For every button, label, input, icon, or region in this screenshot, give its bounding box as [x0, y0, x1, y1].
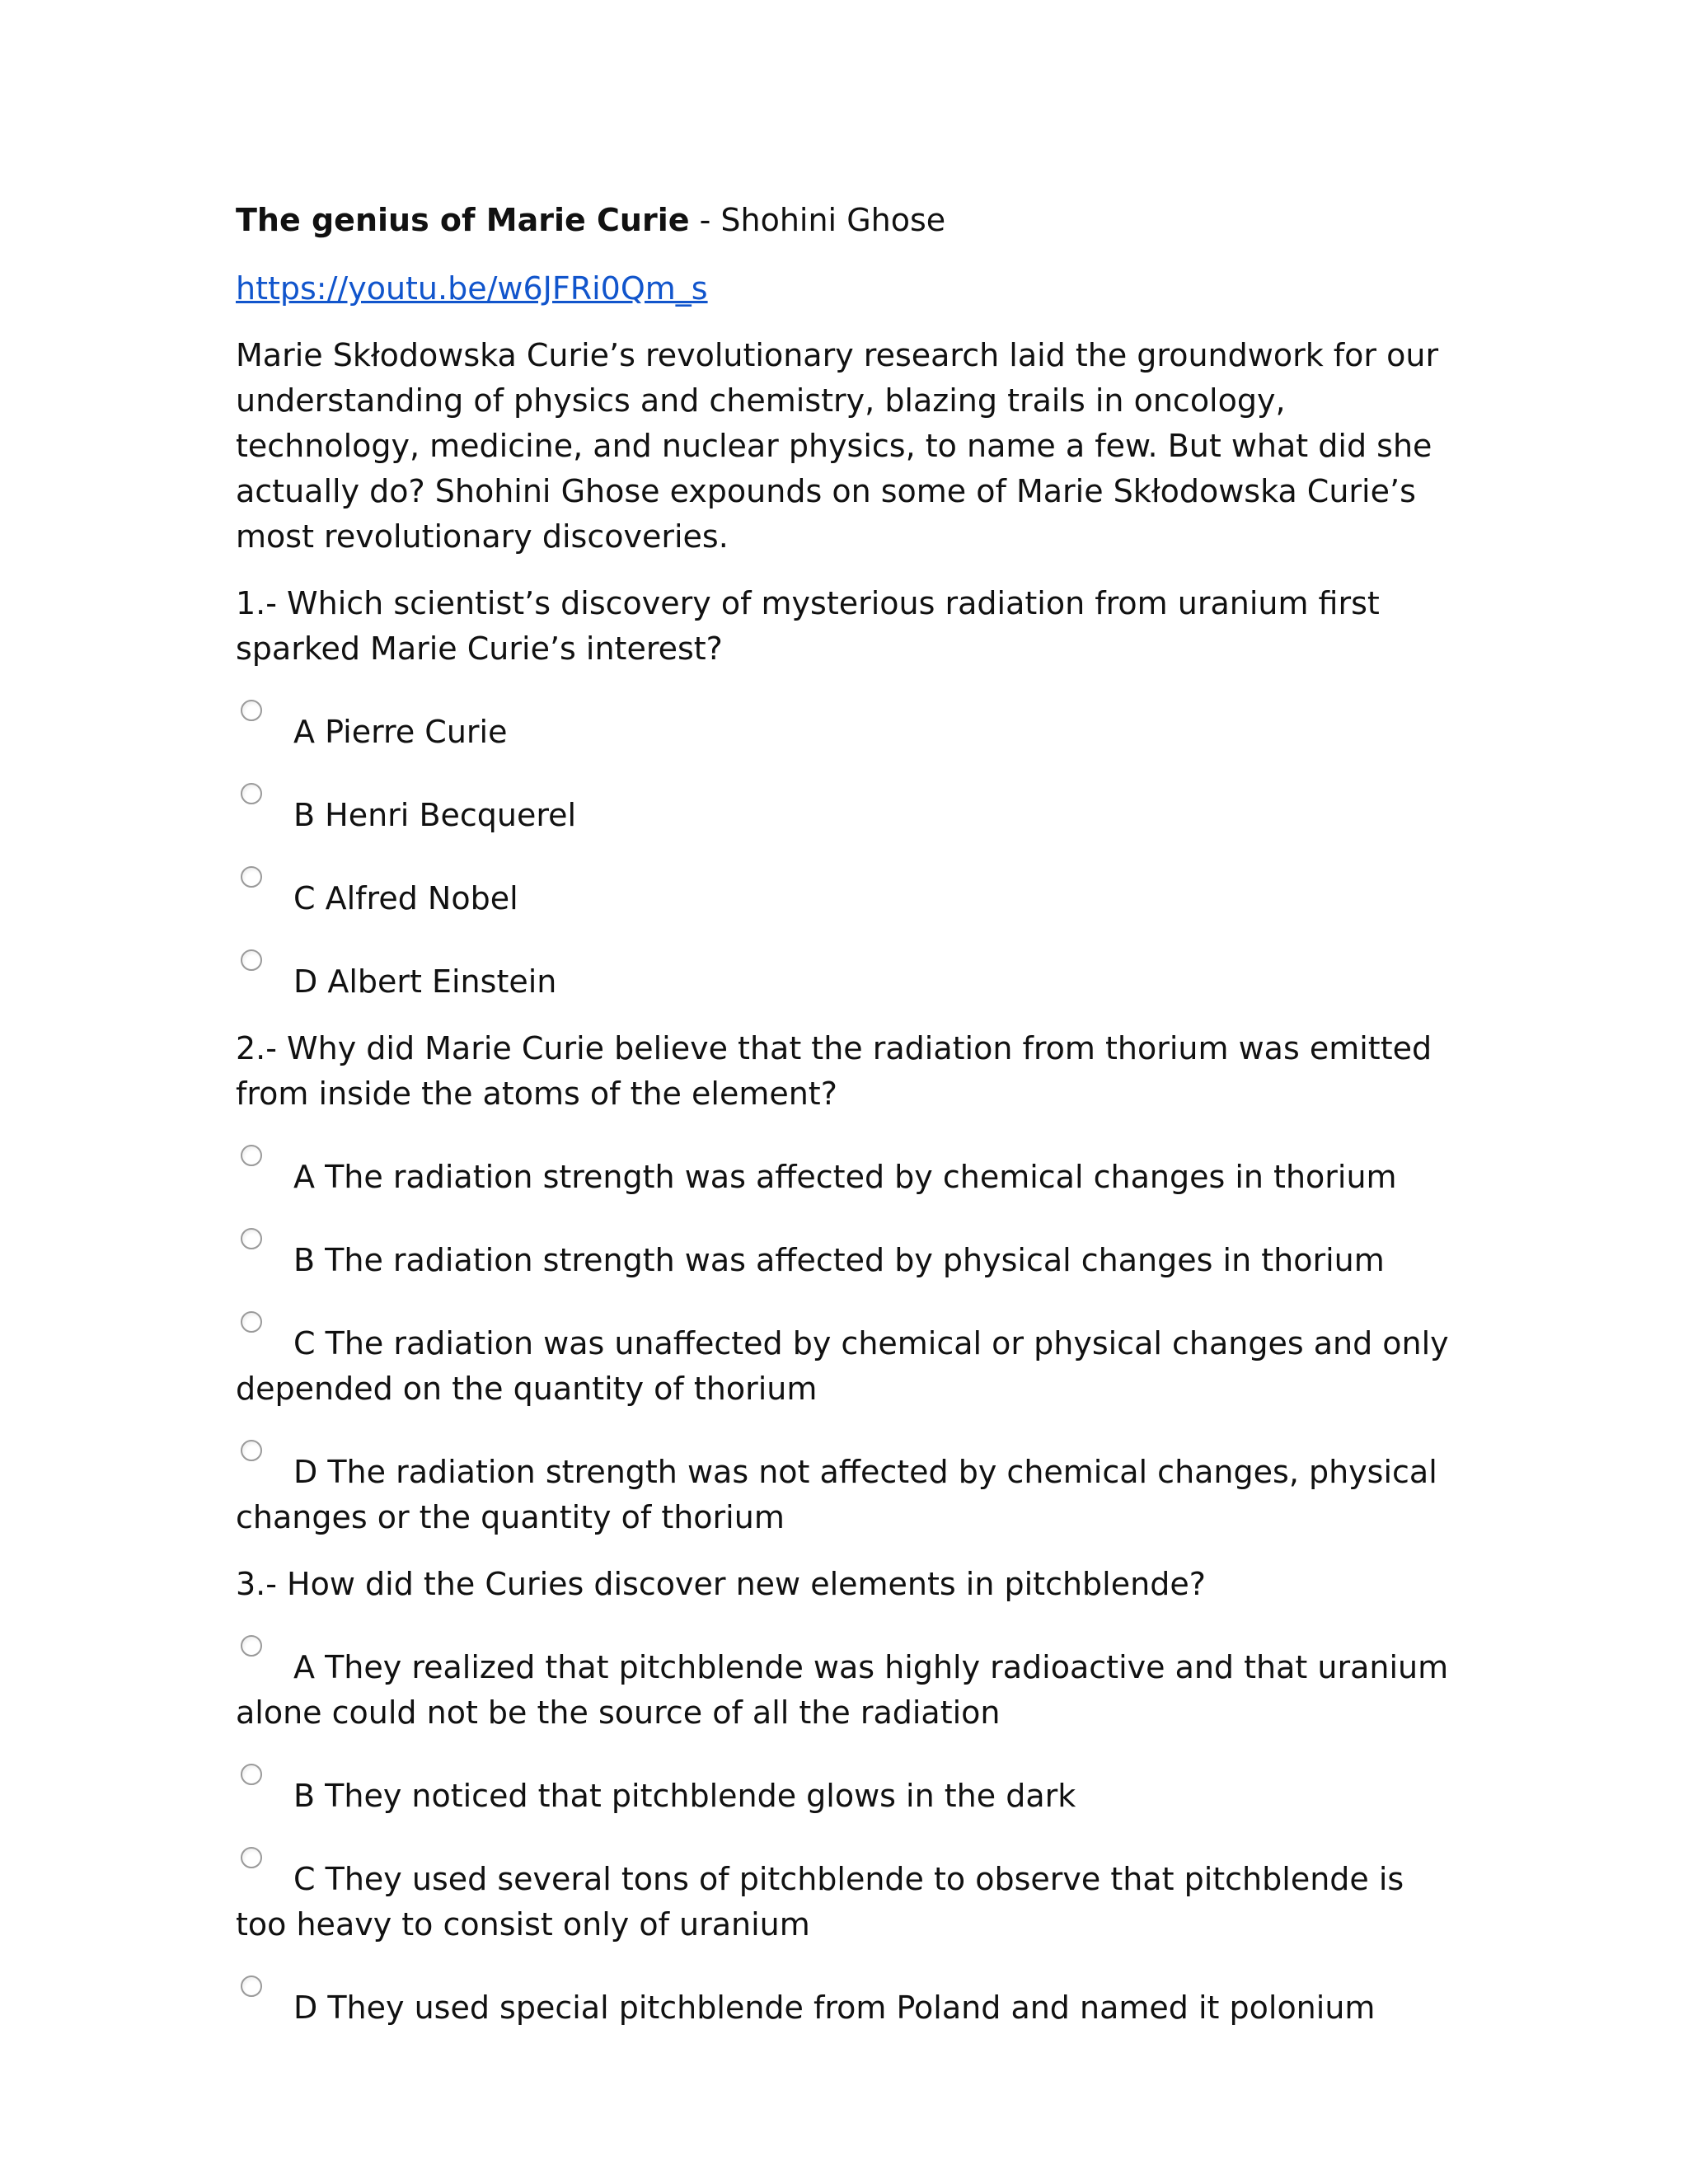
radio-button-icon[interactable] [241, 1635, 262, 1657]
question-3-option-b[interactable] [236, 1774, 1456, 1819]
radio-button-icon[interactable] [241, 866, 262, 888]
question-2-option-b[interactable] [236, 1238, 1456, 1283]
question-1-option-a[interactable] [236, 710, 1456, 755]
intro-paragraph: Marie Skłodowska Curie’s revolutionary research laid the groundwork for our understanding of physics and chemistry, blazing trails in oncology, technology, medicine, and nuclear physics, to name a few. But what did she actually do? Shohini Ghose expounds on some of Marie Skłodowska Curie’s most revolutionary discoveries. [236, 337, 1439, 555]
radio-button-icon[interactable] [241, 949, 262, 971]
radio-button-icon[interactable] [241, 700, 262, 721]
question-3-option-a[interactable] [236, 1645, 1456, 1736]
radio-button-icon[interactable] [241, 1847, 262, 1868]
option-label: D Albert Einstein [293, 963, 557, 1000]
question-3-option-c[interactable] [236, 1857, 1456, 1947]
radio-button-icon[interactable] [241, 1440, 262, 1461]
title-separator: - [689, 202, 721, 238]
radio-button-icon[interactable] [241, 1311, 262, 1333]
radio-button-icon[interactable] [241, 783, 262, 804]
option-label: D They used special pitchblende from Poland and named it polonium [293, 1990, 1376, 2026]
question-3-option-d[interactable] [236, 1985, 1456, 2031]
option-label: C Alfred Nobel [293, 880, 518, 916]
question-2: 2.- Why did Marie Curie believe that the radiation from thorium was emitted from inside the atoms of the element? [236, 1030, 1432, 1112]
question-1-option-d[interactable] [236, 959, 1456, 1005]
option-label: B The radiation strength was affected by physical changes in thorium [293, 1242, 1385, 1278]
radio-button-icon[interactable] [241, 1975, 262, 1997]
option-label: C The radiation was unaffected by chemical or physical changes and only depended on the quantity of thorium [236, 1325, 1449, 1407]
option-label: A They realized that pitchblende was highly radioactive and that uranium alone could not be the source of all the radiation [236, 1649, 1449, 1731]
question-1-option-c[interactable] [236, 876, 1456, 921]
video-link-line [236, 266, 1456, 312]
option-label: A Pierre Curie [293, 714, 508, 750]
document-title: The genius of Marie Curie [236, 202, 690, 238]
radio-button-icon[interactable] [241, 1228, 262, 1249]
option-label: C They used several tons of pitchblende to observe that pitchblende is too heavy to consist only of uranium [236, 1861, 1404, 1943]
radio-button-icon[interactable] [241, 1145, 262, 1166]
worksheet-page [236, 198, 1456, 2069]
option-label: A The radiation strength was affected by chemical changes in thorium [293, 1159, 1397, 1195]
author-name: Shohini Ghose [720, 202, 946, 238]
option-label: D The radiation strength was not affected by chemical changes, physical changes or the quantity of thorium [236, 1454, 1437, 1535]
question-1: 1.- Which scientist’s discovery of mysterious radiation from uranium first sparked Marie Curie’s interest? [236, 585, 1380, 667]
option-label: B They noticed that pitchblende glows in the dark [293, 1778, 1076, 1814]
question-2-option-c[interactable] [236, 1321, 1456, 1412]
radio-button-icon[interactable] [241, 1764, 262, 1785]
question-2-option-a[interactable] [236, 1155, 1456, 1200]
option-label: B Henri Becquerel [293, 797, 577, 833]
question-1-option-b[interactable] [236, 793, 1456, 838]
question-3: 3.- How did the Curies discover new elements in pitchblende? [236, 1566, 1206, 1602]
title-line [236, 198, 1456, 243]
question-2-option-d[interactable] [236, 1450, 1456, 1540]
video-link[interactable]: https://youtu.be/w6JFRi0Qm_s [236, 270, 708, 307]
